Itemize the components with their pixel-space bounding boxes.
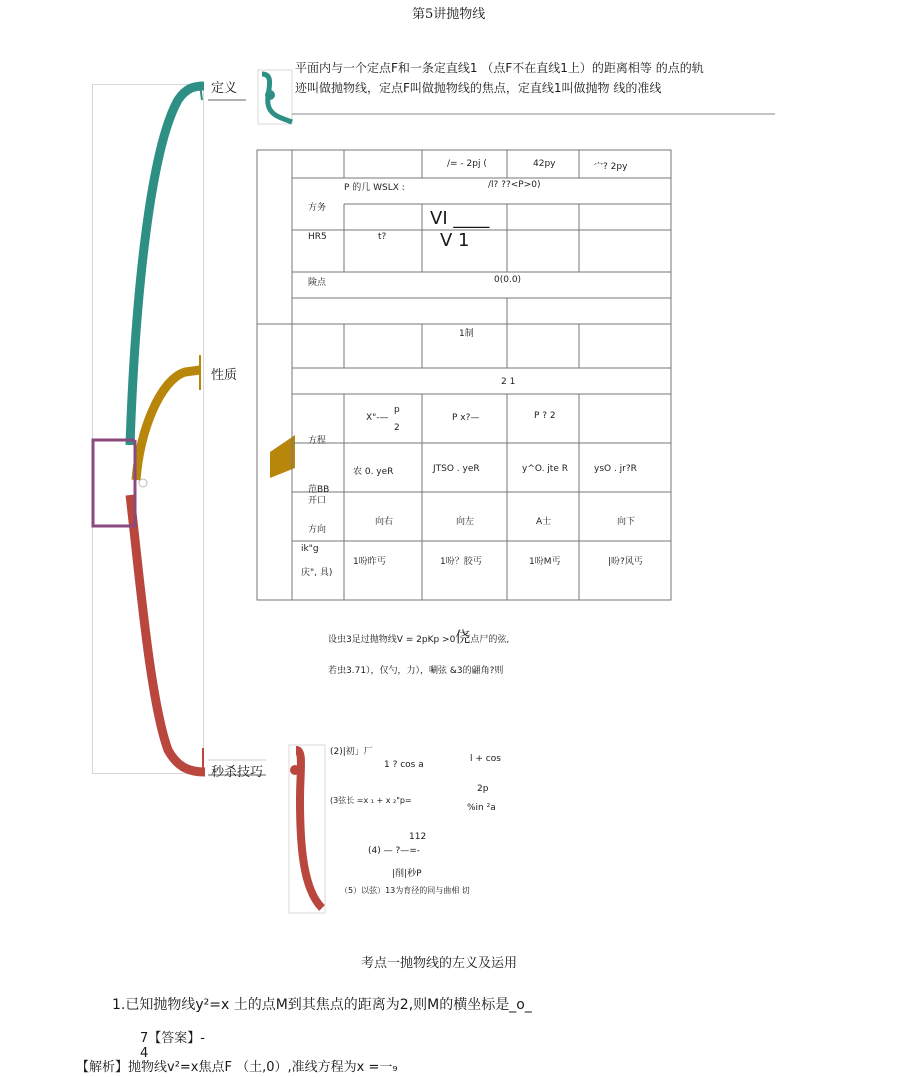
table-r11-c4: A士 (536, 517, 552, 527)
table-r9-c4: P ? 2 (534, 411, 556, 421)
chord-line1-b: 点尸的弦, (470, 635, 510, 645)
table-r4-label: HR5 (308, 232, 327, 242)
analysis-text: 【解析】抛物线v²=x焦点F （土,0）,准线方程为x =一₉ (76, 1060, 398, 1075)
table-r10-label: 范BB (308, 485, 330, 495)
definition-label: 定义 (211, 81, 238, 96)
table-r3-vi: VI ____ (430, 208, 490, 229)
trick-t4: 2p (477, 784, 489, 794)
trick-t3: l + cos (470, 754, 501, 764)
table-r4-c2: t? (378, 232, 387, 242)
table-r11-c2: 向右 (375, 517, 394, 527)
answer-sub: 4 (140, 1046, 149, 1061)
trick-t9: |削|秒P (392, 869, 422, 879)
definition-text-line2: 迹叫做抛物线，定点F叫做抛物线的焦点，定直线1叫做抛物 线的准线 (295, 81, 662, 95)
table-r11-c5: 向下 (617, 517, 636, 527)
table-r10-c2: 农 0. yeR (353, 467, 394, 477)
table-r12-label2: 庆", 具) (301, 568, 333, 578)
trick-t1: (2)|初」厂 (330, 747, 373, 757)
table-r12-c3: 1吩？胶丐 (440, 557, 482, 567)
table-r9-label: 方程 (308, 436, 327, 446)
table-r10-c3: JTSO . yeR (433, 464, 480, 474)
table-r1-c3: /= - 2pj ( (447, 159, 487, 169)
definition-text-line1: 平面内与一个定点F和一条定直线1 （点F不在直线1上）的距离相等 的点的轨 (295, 61, 704, 75)
chord-line2: 若虫3.71），仅勺，力），唰弦 &3的翩角?则 (328, 666, 504, 676)
table-r2-c2: P 的几 WSLX : (344, 183, 405, 193)
trick-t6: %in ²a (467, 803, 496, 813)
table-r1-c4: 42py (533, 159, 556, 169)
table-r10-c5: ysO . jr?R (594, 464, 637, 474)
trick-t8: (4) — ?—=- (368, 846, 421, 856)
table-r12-label1: ik"g (301, 544, 319, 554)
property-label: 性质 (211, 368, 238, 383)
trick-t10: （5）以弦）13为育径的同与曲相 切 (340, 886, 470, 895)
trick-t5: (3弦长 =x ₁ + x ₂"p= (330, 796, 412, 805)
table-r2-c3: /l? ??<P>0) (488, 180, 541, 190)
page-title: 第5讲抛物线 (412, 7, 486, 22)
table-r7-c3: 1制 (459, 329, 474, 339)
answer-line: 7【答案】- (140, 1031, 205, 1046)
question-text: 1.已知抛物线y²=x 土的点M到其焦点的距离为2,则M的横坐标是_o_ (112, 997, 532, 1013)
table-r12-c5: |吩?风丐 (608, 557, 643, 567)
table-r1-c5: 宀? 2py (594, 162, 628, 172)
table-r11-label1: 开口 (308, 496, 327, 506)
table-r10-c4: y^O. jte R (522, 464, 568, 474)
table-r3-v1: V 1 (440, 230, 470, 251)
table-r9-c2p: p (394, 405, 400, 415)
trick-t7: 112 (409, 832, 427, 842)
table-r8-val: 2 1 (501, 377, 516, 387)
table-r12-c2: 1吩昨丐 (353, 557, 386, 567)
chord-line1 (328, 626, 509, 647)
table-r9-c2a: X"-— (366, 413, 389, 423)
tricks-label: 秒杀技巧 (211, 765, 264, 780)
table-r5-label: 険点 (308, 278, 327, 288)
trick-t2: 1 ? cos a (384, 760, 424, 770)
table-r11-label2: 方向 (308, 525, 327, 535)
table-r9-c3: P x?— (452, 413, 480, 423)
table-r12-c4: 1吩M丐 (529, 557, 561, 567)
table-r9-c2b: 2 (394, 423, 400, 433)
section-title: 考点一抛物线的左义及运用 (361, 956, 518, 971)
table-r11-c3: 向左 (456, 517, 475, 527)
chord-line1-big: 侥 (455, 628, 471, 646)
chord-line1-a: 设虫3足过抛物线V = 2pKp >0 (328, 635, 456, 645)
table-fangwu: 方务 (308, 203, 327, 213)
table-r5-val: 0(0.0) (494, 275, 522, 285)
